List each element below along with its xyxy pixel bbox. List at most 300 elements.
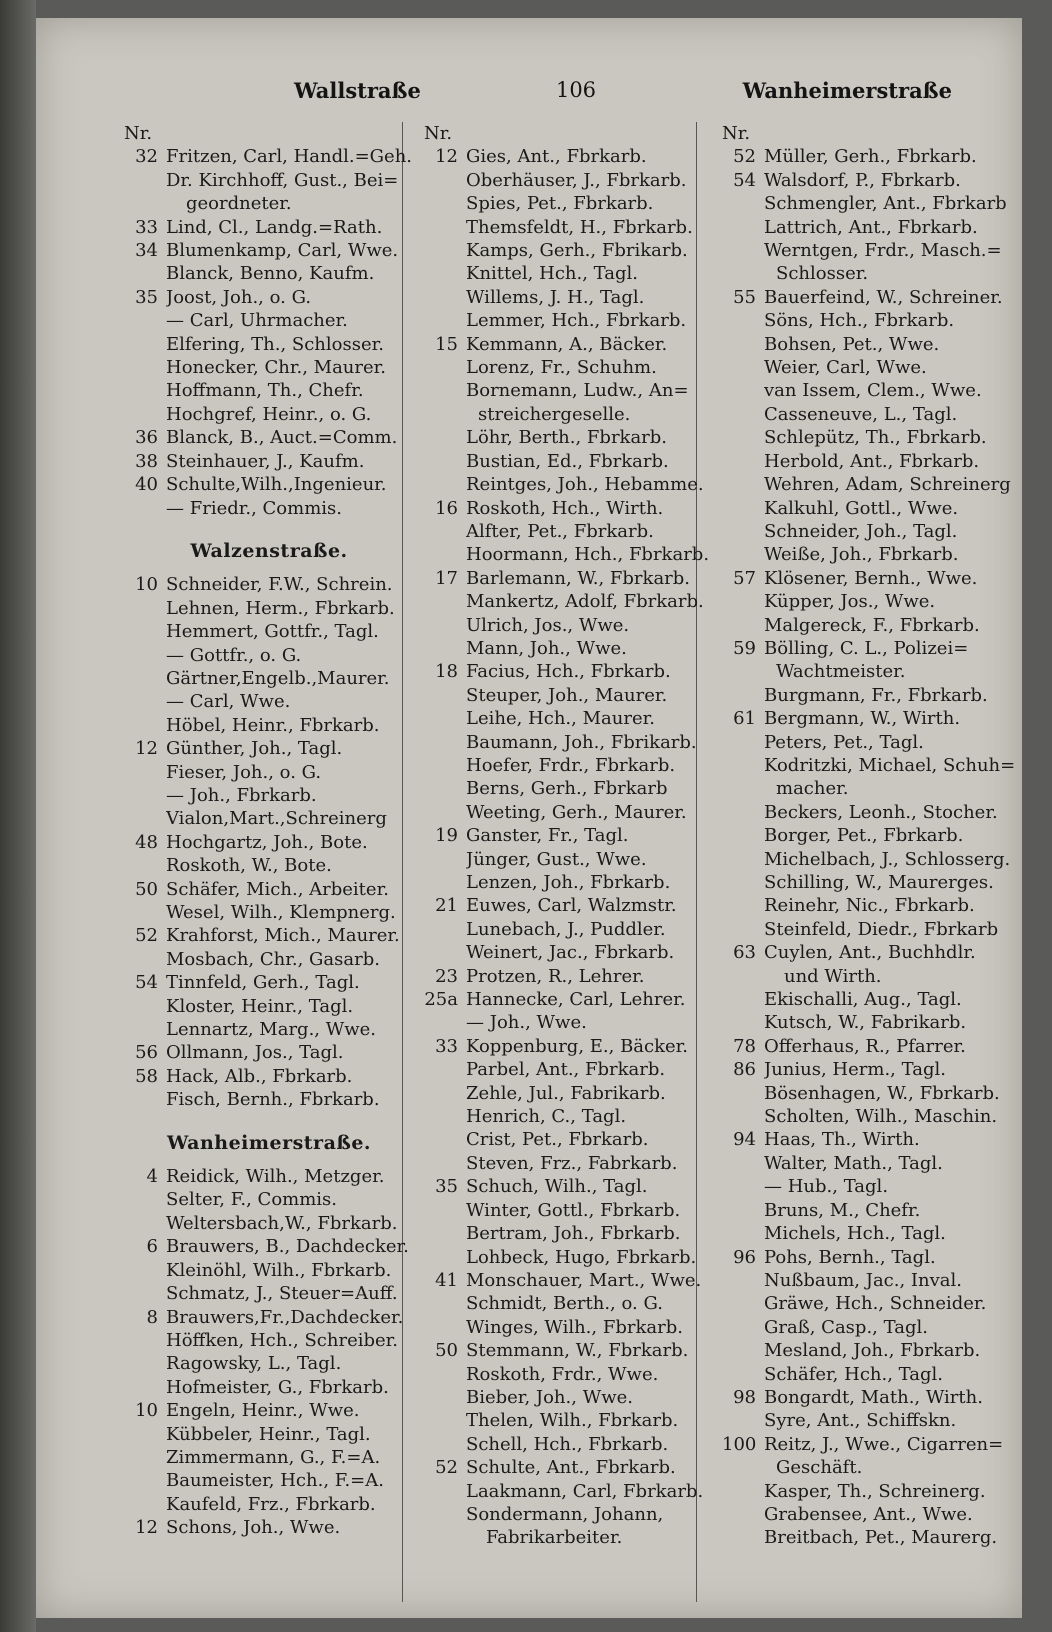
resident-entry: Ulrich, Jos., Wwe. <box>466 614 630 636</box>
directory-entry <box>124 1446 414 1469</box>
resident-entry: Bertram, Joh., Fbrkarb. <box>466 1223 681 1245</box>
house-number: 58 <box>135 1065 158 1087</box>
house-number <box>424 239 466 262</box>
column-1 <box>124 122 414 1540</box>
resident-entry: Walter, Math., Tagl. <box>764 1152 943 1174</box>
directory-entry <box>424 848 724 871</box>
resident-entry: Schilling, W., Maurerges. <box>764 872 994 893</box>
resident-entry: Kaufeld, Frz., Fbrkarb. <box>166 1493 376 1515</box>
directory-entry <box>124 854 414 877</box>
house-number <box>424 1433 466 1456</box>
house-number: 19 <box>435 825 458 847</box>
resident-entry: Henrich, C., Tagl. <box>466 1106 627 1128</box>
directory-entry <box>722 1526 1022 1549</box>
directory-entry <box>124 1423 414 1446</box>
resident-entry: Lemmer, Hch., Fbrkarb. <box>466 310 687 332</box>
house-number <box>124 309 166 332</box>
house-number <box>424 871 466 894</box>
directory-entry <box>722 426 1022 449</box>
house-number: 21 <box>435 895 458 917</box>
directory-entry <box>424 1152 724 1175</box>
directory-entry <box>722 684 1022 707</box>
resident-entry: Roskoth, Hch., Wirth. <box>466 497 664 519</box>
house-number <box>424 1526 466 1549</box>
directory-entry <box>722 450 1022 473</box>
directory-entry <box>124 1376 414 1399</box>
directory-entry <box>722 614 1022 637</box>
house-number <box>424 379 466 402</box>
house-number <box>124 1212 166 1235</box>
resident-entry: Themsfeldt, H., Fbrkarb. <box>466 216 693 238</box>
resident-entry: Klösener, Bernh., Wwe. <box>764 567 978 589</box>
directory-entry <box>124 573 414 596</box>
directory-entry <box>124 878 414 901</box>
header-left-street: Wallstraße <box>294 78 421 103</box>
house-number <box>424 801 466 824</box>
resident-entry: Schäfer, Mich., Arbeiter. <box>166 878 389 900</box>
house-number <box>424 356 466 379</box>
directory-entry <box>124 807 414 830</box>
resident-entry: Blanck, B., Auct.=Comm. <box>166 427 398 449</box>
house-number <box>124 690 166 713</box>
house-number: 48 <box>135 831 158 853</box>
directory-entry <box>124 239 414 262</box>
house-number <box>424 426 466 449</box>
house-number: 18 <box>435 661 458 683</box>
directory-entry <box>124 1188 414 1211</box>
directory-entry <box>424 1128 724 1151</box>
house-number <box>722 1526 764 1549</box>
directory-entry <box>424 1292 724 1315</box>
house-number <box>722 848 764 871</box>
directory-entry <box>424 1409 724 1432</box>
house-number <box>722 1082 764 1105</box>
resident-entry: Laakmann, Carl, Fbrkarb. <box>466 1480 704 1502</box>
directory-entry <box>722 1316 1022 1339</box>
house-number <box>424 169 466 192</box>
resident-entry: Küpper, Jos., Wwe. <box>764 591 936 613</box>
directory-entry <box>424 473 724 496</box>
directory-entry <box>722 1128 1022 1151</box>
resident-entry: Willems, J. H., Tagl. <box>466 286 645 308</box>
directory-entry <box>424 824 724 847</box>
house-number <box>424 450 466 473</box>
resident-entry: Casseneuve, L., Tagl. <box>764 403 958 425</box>
directory-entry <box>722 1269 1022 1292</box>
resident-entry: Syre, Ant., Schiffskn. <box>764 1410 957 1432</box>
house-number <box>424 918 466 941</box>
directory-entry <box>424 262 724 285</box>
house-number: 54 <box>135 972 158 994</box>
resident-entry: Kalkuhl, Gottl., Wwe. <box>764 497 959 519</box>
resident-entry: Löhr, Berth., Fbrkarb. <box>466 427 668 449</box>
resident-entry: Steinfeld, Diedr., Fbrkarb <box>764 918 999 940</box>
resident-entry: Tinnfeld, Gerh., Tagl. <box>166 972 360 994</box>
resident-entry: Lorenz, Fr., Schuhm. <box>466 357 657 379</box>
directory-entry <box>424 1058 724 1081</box>
resident-entry: Bongardt, Math., Wirth. <box>764 1386 983 1408</box>
directory-entry <box>124 948 414 971</box>
directory-entry <box>424 754 724 777</box>
directory-entry <box>124 450 414 473</box>
directory-entry <box>124 426 414 449</box>
resident-entry: Steven, Frz., Fabrkarb. <box>466 1152 678 1174</box>
resident-entry: Hochgartz, Joh., Bote. <box>166 831 368 853</box>
house-number: 50 <box>135 878 158 900</box>
house-number <box>124 1376 166 1399</box>
directory-entry <box>424 1269 724 1292</box>
resident-entry: Kleinöhl, Wilh., Fbrkarb. <box>166 1259 392 1281</box>
resident-entry: Bornemann, Ludw., An= <box>466 380 689 402</box>
house-number <box>722 988 764 1011</box>
directory-entry <box>722 1199 1022 1222</box>
directory-entry <box>424 777 724 800</box>
resident-entry: Spies, Pet., Fbrkarb. <box>466 193 654 215</box>
directory-entry <box>424 801 724 824</box>
house-number <box>124 854 166 877</box>
directory-entry <box>722 216 1022 239</box>
resident-entry: Hofmeister, G., Fbrkarb. <box>166 1376 389 1398</box>
directory-entry <box>722 1409 1022 1432</box>
resident-entry: Honecker, Chr., Maurer. <box>166 357 387 379</box>
directory-entry <box>722 965 1022 988</box>
directory-entry <box>722 1082 1022 1105</box>
house-number <box>722 262 764 285</box>
column-nr-label <box>722 122 1022 145</box>
house-number <box>424 707 466 730</box>
house-number <box>722 192 764 215</box>
directory-entry <box>424 894 724 917</box>
house-number: 52 <box>135 925 158 947</box>
directory-entry <box>722 1175 1022 1198</box>
directory-entry <box>424 1503 724 1526</box>
street-section-heading: Wanheimerstraße. <box>166 1131 372 1154</box>
house-number: 50 <box>435 1340 458 1362</box>
directory-entry <box>424 1199 724 1222</box>
house-number <box>722 216 764 239</box>
resident-entry: Fisch, Bernh., Fbrkarb. <box>166 1089 380 1111</box>
directory-entry <box>424 637 724 660</box>
house-number <box>722 684 764 707</box>
resident-entry: Höbel, Heinr., Fbrkarb. <box>166 714 380 736</box>
directory-entry <box>124 971 414 994</box>
resident-entry: Reintges, Joh., Hebamme. <box>466 474 704 496</box>
directory-entry <box>424 988 724 1011</box>
resident-entry: Selter, F., Commis. <box>166 1189 338 1211</box>
house-number <box>722 1456 764 1479</box>
directory-entry <box>124 1399 414 1422</box>
directory-entry <box>722 1433 1022 1456</box>
house-number <box>424 777 466 800</box>
directory-entry <box>424 379 724 402</box>
directory-entry <box>722 145 1022 168</box>
resident-entry: geordneter. <box>186 193 292 215</box>
house-number <box>424 543 466 566</box>
resident-entry: — Carl, Uhrmacher. <box>166 310 348 332</box>
resident-entry: — Hub., Tagl. <box>764 1176 889 1198</box>
resident-entry: Malgereck, F., Fbrkarb. <box>764 614 980 636</box>
directory-entry <box>722 731 1022 754</box>
resident-entry: Günther, Joh., Tagl. <box>166 738 343 760</box>
directory-entry <box>124 784 414 807</box>
house-number: 52 <box>435 1457 458 1479</box>
resident-entry: Werntgen, Frdr., Masch.= <box>764 240 1002 262</box>
house-number <box>722 239 764 262</box>
directory-entry <box>722 848 1022 871</box>
column-2 <box>424 122 724 1550</box>
directory-entry <box>124 831 414 854</box>
house-number <box>424 1199 466 1222</box>
directory-entry <box>722 1386 1022 1409</box>
house-number <box>722 309 764 332</box>
house-number: 96 <box>733 1246 756 1268</box>
resident-entry: Schlosser. <box>776 263 869 285</box>
directory-entry <box>124 1088 414 1111</box>
directory-entry <box>722 1292 1022 1315</box>
directory-entry <box>722 824 1022 847</box>
house-number: 78 <box>733 1035 756 1057</box>
directory-entry <box>424 1363 724 1386</box>
directory-entry <box>424 1316 724 1339</box>
directory-entry <box>722 1011 1022 1034</box>
directory-entry <box>722 1222 1022 1245</box>
house-number <box>424 1082 466 1105</box>
resident-entry: Mesland, Joh., Fbrkarb. <box>764 1340 981 1362</box>
house-number <box>424 614 466 637</box>
house-number: 12 <box>135 738 158 760</box>
resident-entry: Mann, Joh., Wwe. <box>466 637 627 659</box>
resident-entry: van Issem, Clem., Wwe. <box>764 380 982 402</box>
column-nr-label <box>124 122 414 145</box>
directory-entry <box>424 1456 724 1479</box>
directory-entry <box>124 1212 414 1235</box>
resident-entry: Lind, Cl., Landg.=Rath. <box>166 216 383 238</box>
resident-entry: Steinhauer, J., Kaufm. <box>166 450 365 472</box>
resident-entry: Weier, Carl, Wwe. <box>764 357 927 379</box>
resident-entry: Michels, Hch., Tagl. <box>764 1223 946 1245</box>
house-number <box>424 1222 466 1245</box>
house-number <box>722 801 764 824</box>
resident-entry: Borger, Pet., Fbrkarb. <box>764 825 964 847</box>
resident-entry: Brauwers,Fr.,Dachdecker. <box>166 1306 404 1328</box>
resident-entry: Baumeister, Hch., F.=A. <box>166 1470 384 1492</box>
directory-entry <box>424 543 724 566</box>
directory-entry <box>722 918 1022 941</box>
house-number <box>424 848 466 871</box>
resident-entry: Weeting, Gerh., Maurer. <box>466 801 687 823</box>
house-number <box>424 637 466 660</box>
resident-entry: Wesel, Wilh., Klempnerg. <box>166 902 396 923</box>
house-number: 33 <box>135 216 158 238</box>
house-number <box>124 497 166 520</box>
resident-entry: Walsdorf, P., Fbrkarb. <box>764 169 961 191</box>
resident-entry: streichergeselle. <box>478 403 631 425</box>
resident-entry: Bieber, Joh., Wwe. <box>466 1386 633 1408</box>
house-number: 59 <box>733 637 756 659</box>
directory-entry <box>722 637 1022 660</box>
directory-entry <box>124 597 414 620</box>
directory-entry <box>722 169 1022 192</box>
house-number: 35 <box>435 1176 458 1198</box>
directory-entry <box>722 1339 1022 1362</box>
resident-entry: Schäfer, Hch., Tagl. <box>764 1363 943 1385</box>
house-number: 38 <box>135 450 158 472</box>
resident-entry: Blumenkamp, Carl, Wwe. <box>166 240 399 262</box>
directory-entry <box>124 690 414 713</box>
resident-entry: Ollmann, Jos., Tagl. <box>166 1042 344 1064</box>
house-number <box>722 1409 764 1432</box>
house-number <box>124 1352 166 1375</box>
resident-entry: Weinert, Jac., Fbrkarb. <box>466 942 675 964</box>
directory-entry <box>124 1306 414 1329</box>
resident-entry: Söns, Hch., Fbrkarb. <box>764 310 955 332</box>
house-number <box>124 403 166 426</box>
house-number <box>722 777 764 800</box>
resident-entry: Ragowsky, L., Tagl. <box>166 1353 342 1375</box>
resident-entry: Bauerfeind, W., Schreiner. <box>764 286 1003 308</box>
house-number: 25a <box>424 989 458 1011</box>
house-number <box>424 192 466 215</box>
house-number <box>424 1363 466 1386</box>
house-number: 32 <box>135 146 158 168</box>
house-number: 6 <box>146 1236 158 1258</box>
house-number <box>424 1409 466 1432</box>
resident-entry: Fieser, Joh., o. G. <box>166 761 322 783</box>
resident-entry: Bruns, M., Chefr. <box>764 1199 921 1221</box>
resident-entry: — Gottfr., o. G. <box>166 644 302 666</box>
directory-entry <box>424 403 724 426</box>
resident-entry: Lenzen, Joh., Fbrkarb. <box>466 872 671 893</box>
resident-entry: Beckers, Leonh., Stocher. <box>764 801 998 823</box>
resident-entry: Baumann, Joh., Fbrikarb. <box>466 731 697 753</box>
house-number <box>722 731 764 754</box>
resident-entry: Bösenhagen, W., Fbrkarb. <box>764 1082 1000 1104</box>
house-number: 55 <box>733 286 756 308</box>
directory-entry <box>722 707 1022 730</box>
house-number: 23 <box>435 965 458 987</box>
resident-entry: Brauwers, B., Dachdecker. <box>166 1236 409 1258</box>
resident-entry: Alfter, Pet., Fbrkarb. <box>466 520 654 542</box>
house-number <box>124 1188 166 1211</box>
house-number <box>424 520 466 543</box>
directory-entry <box>722 660 1022 683</box>
resident-entry: Hoffmann, Th., Chefr. <box>166 380 364 402</box>
house-number: 100 <box>722 1433 757 1455</box>
directory-entry <box>424 1386 724 1409</box>
resident-entry: Schneider, F.W., Schrein. <box>166 574 393 596</box>
resident-entry: Schlepütz, Th., Fbrkarb. <box>764 427 987 449</box>
resident-entry: Hochgref, Heinr., o. G. <box>166 403 372 425</box>
resident-entry: Ekischalli, Aug., Tagl. <box>764 989 962 1011</box>
house-number <box>722 918 764 941</box>
directory-entry <box>124 1493 414 1516</box>
house-number: 8 <box>146 1306 158 1328</box>
house-number: 63 <box>733 942 756 964</box>
resident-entry: Berns, Gerh., Fbrkarb <box>466 778 668 800</box>
resident-entry: Schmidt, Berth., o. G. <box>466 1293 663 1315</box>
house-number: 40 <box>135 474 158 496</box>
nr-label: Nr. <box>124 123 153 144</box>
house-number <box>424 286 466 309</box>
directory-entry <box>722 1246 1022 1269</box>
directory-entry <box>124 1018 414 1041</box>
directory-entry <box>722 1152 1022 1175</box>
directory-entry <box>722 356 1022 379</box>
resident-entry: Hannecke, Carl, Lehrer. <box>466 989 686 1011</box>
resident-entry: Roskoth, W., Bote. <box>166 855 332 877</box>
house-number <box>722 660 764 683</box>
house-number <box>722 1269 764 1292</box>
house-number <box>424 1152 466 1175</box>
directory-entry <box>124 644 414 667</box>
house-number: 15 <box>435 333 458 355</box>
directory-entry <box>424 169 724 192</box>
directory-entry <box>124 309 414 332</box>
directory-entry <box>722 1058 1022 1081</box>
page-number: 106 <box>555 78 597 102</box>
directory-page <box>36 18 1022 1618</box>
directory-entry <box>424 426 724 449</box>
resident-entry: Schmatz, J., Steuer=Auff. <box>166 1283 398 1305</box>
house-number <box>722 473 764 496</box>
directory-entry <box>722 262 1022 285</box>
resident-entry: Ganster, Fr., Tagl. <box>466 825 629 847</box>
directory-entry <box>722 333 1022 356</box>
resident-entry: Weltersbach,W., Fbrkarb. <box>166 1212 398 1234</box>
resident-entry: Herbold, Ant., Fbrkarb. <box>764 450 980 472</box>
resident-entry: Kübbeler, Heinr., Tagl. <box>166 1423 371 1445</box>
directory-entry <box>124 667 414 690</box>
directory-entry <box>424 192 724 215</box>
directory-entry <box>722 497 1022 520</box>
directory-entry <box>124 1041 414 1064</box>
resident-entry: Jünger, Gust., Wwe. <box>466 848 647 870</box>
resident-entry: — Joh., Fbrkarb. <box>166 784 317 806</box>
resident-entry: Scholten, Wilh., Maschin. <box>764 1106 998 1128</box>
resident-entry: Gräwe, Hch., Schneider. <box>764 1293 987 1315</box>
resident-entry: Koppenburg, E., Bäcker. <box>466 1035 689 1057</box>
resident-entry: Hoormann, Hch., Fbrkarb. <box>466 544 710 566</box>
house-number <box>124 1259 166 1282</box>
header-right-street: Wanheimerstraße <box>742 78 952 103</box>
directory-entry <box>424 309 724 332</box>
directory-entry <box>424 520 724 543</box>
house-number <box>722 450 764 473</box>
house-number <box>124 597 166 620</box>
house-number <box>124 995 166 1018</box>
directory-entry <box>722 543 1022 566</box>
house-number: 57 <box>733 567 756 589</box>
directory-entry <box>722 801 1022 824</box>
house-number <box>424 309 466 332</box>
resident-entry: Kodritzki, Michael, Schuh= <box>764 754 1016 776</box>
resident-entry: Thelen, Wilh., Fbrkarb. <box>466 1410 679 1432</box>
resident-entry: Wachtmeister. <box>776 661 906 683</box>
directory-entry <box>124 714 414 737</box>
directory-entry <box>124 379 414 402</box>
house-number <box>722 520 764 543</box>
directory-entry <box>722 988 1022 1011</box>
house-number <box>124 1088 166 1111</box>
resident-entry: Schneider, Joh., Tagl. <box>764 520 958 542</box>
house-number <box>424 1316 466 1339</box>
resident-entry: und Wirth. <box>784 965 882 987</box>
house-number <box>722 1222 764 1245</box>
directory-entry <box>124 901 414 924</box>
resident-entry: Müller, Gerh., Fbrkarb. <box>764 146 977 168</box>
resident-entry: Stemmann, W., Fbrkarb. <box>466 1340 689 1362</box>
directory-entry <box>722 379 1022 402</box>
